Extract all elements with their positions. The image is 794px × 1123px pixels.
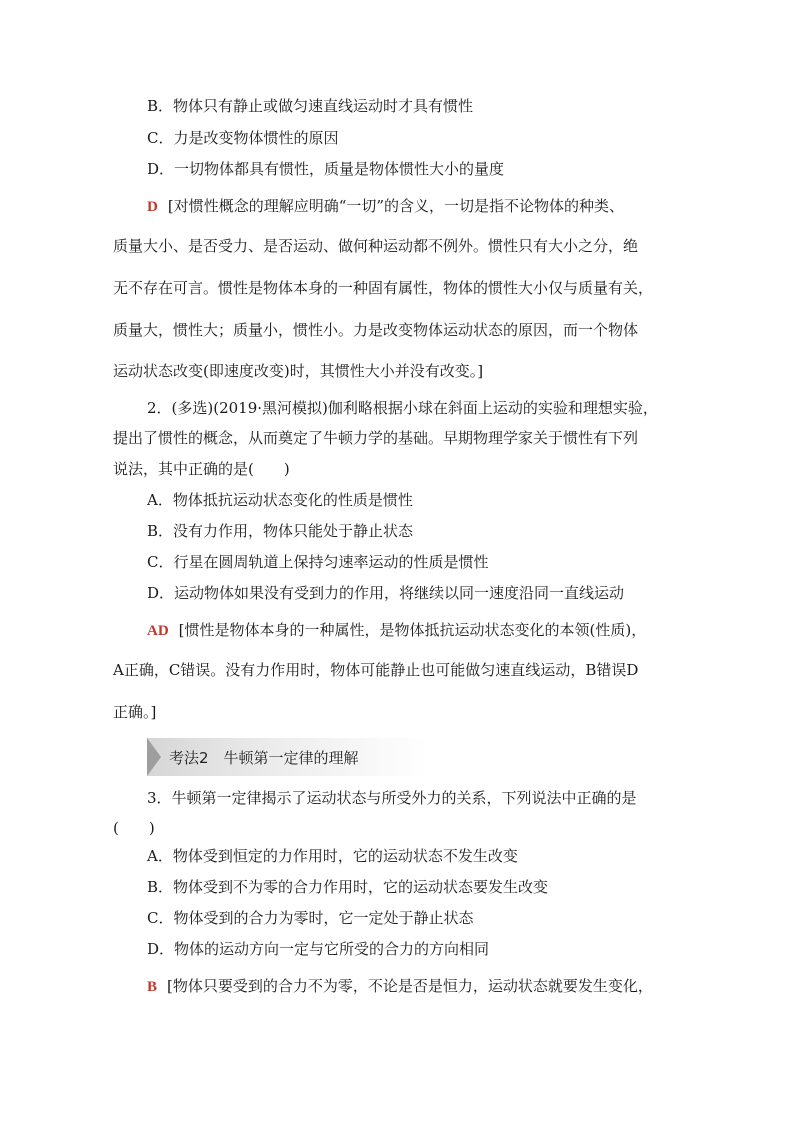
q1-answer-text: [对惯性概念的理解应明确“一切”的含义，一切是指不论物体的种类、 — [167, 197, 625, 215]
q2-option-d: D．运动物体如果没有受到力的作用，将继续以同一速度沿同一直线运动 — [147, 584, 625, 602]
q1-answer-letter: D — [147, 199, 158, 215]
q2-option-b: B．没有力作用，物体只能处于静止状态 — [147, 522, 414, 540]
q2-option-c: C．行星在圆周轨道上保持匀速率运动的性质是惯性 — [147, 553, 489, 571]
q2-option-a: A．物体抵抗运动状态变化的性质是惯性 — [147, 491, 413, 509]
q2-answer-text: [惯性是物体本身的一种属性，是物体抵抗运动状态变化的本领(性质)， — [178, 621, 647, 639]
q3-stem-line1: 3．牛顿第一定律揭示了运动状态与所受外力的关系，下列说法中正确的是 — [147, 789, 637, 807]
q3-option-a: A．物体受到恒定的力作用时，它的运动状态不发生改变 — [147, 847, 518, 865]
q2-answer-line2: A正确，C错误。没有力作用时，物体可能静止也可能做匀速直线运动，B错误D — [113, 661, 639, 679]
q1-answer-line3: 无不存在可言。惯性是物体本身的一种固有属性，物体的惯性大小仅与质量有关， — [113, 279, 654, 297]
q3-answer-text: [物体只要受到的合力不为零，不论是否是恒力，运动状态就要发生变化， — [167, 977, 653, 995]
section-banner — [147, 738, 427, 776]
q3-option-c: C．物体受到的合力为零时，它一定处于静止状态 — [147, 909, 474, 927]
q1-option-d: D．一切物体都具有惯性，质量是物体惯性大小的量度 — [147, 160, 505, 178]
q2-stem-line2: 提出了惯性的概念，从而奠定了牛顿力学的基础。早期物理学家关于惯性有下列 — [113, 429, 639, 447]
q2-answer-line3: 正确。] — [113, 703, 157, 721]
q1-answer-line4: 质量大，惯性大；质量小，惯性小。力是改变物体运动状态的原因，而一个物体 — [113, 321, 639, 339]
q3-option-b: B．物体受到不为零的合力作用时，它的运动状态要发生改变 — [147, 878, 549, 896]
q1-answer-line2: 质量大小、是否受力、是否运动、做何种运动都不例外。惯性只有大小之分，绝 — [113, 237, 639, 255]
q1-option-c: C．力是改变物体惯性的原因 — [147, 129, 339, 147]
q3-answer-letter: B — [147, 979, 158, 995]
q1-answer-line1 — [147, 196, 624, 217]
q2-stem-line3: 说法，其中正确的是( ) — [113, 460, 290, 478]
q2-answer-line1 — [147, 620, 646, 641]
q1-answer-line5: 运动状态改变(即速度改变)时，其惯性大小并没有改变。] — [113, 362, 484, 380]
section-arrow-icon — [147, 738, 161, 776]
q2-stem-line1: 2．(多选)(2019·黑河模拟)伽利略根据小球在斜面上运动的实验和理想实验， — [147, 399, 658, 417]
section-title: 考法2 牛顿第一定律的理解 — [169, 749, 359, 767]
q3-stem-line2: ( ) — [113, 819, 155, 837]
q3-answer-line1 — [147, 976, 653, 997]
q2-answer-letter: AD — [147, 623, 169, 639]
q3-option-d: D．物体的运动方向一定与它所受的合力的方向相同 — [147, 940, 490, 958]
q1-option-b: B．物体只有静止或做匀速直线运动时才具有惯性 — [147, 97, 474, 115]
